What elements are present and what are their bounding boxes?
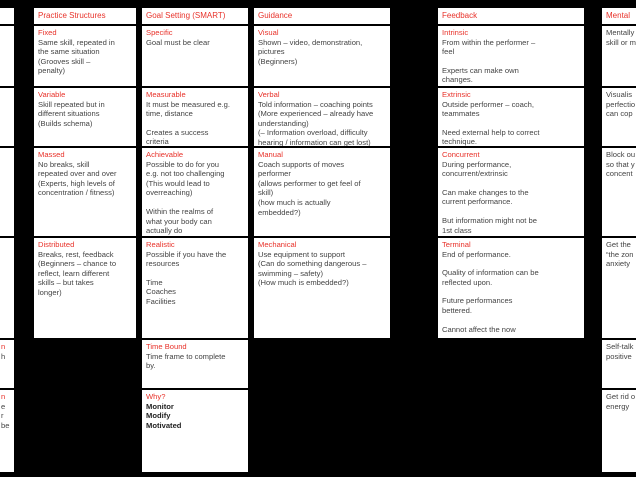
goal-measurable-line: It must be measured e.g. — [146, 99, 230, 109]
goal-achievable-line: Possible to do for you — [146, 159, 220, 169]
goal-realistic-gap — [146, 269, 244, 278]
left-cell-6-line: e — [1, 401, 6, 411]
feedback-terminal-gap — [442, 316, 580, 325]
practice-distributed-cell — [34, 238, 136, 338]
guidance-mechanical-title: Mechanical — [258, 240, 297, 249]
feedback-extrinsic-gap — [442, 119, 580, 128]
left-cell-5-line: h — [1, 351, 6, 361]
goal-realistic-line: Coaches — [146, 287, 176, 297]
feedback-terminal-line: reflected upon. — [442, 277, 493, 287]
feedback-terminal-gap — [442, 259, 580, 268]
feedback-extrinsic-cell — [438, 88, 584, 146]
mental-line: concent — [606, 169, 633, 179]
goal-specific-title: Specific — [146, 28, 173, 37]
guidance-visual-line: pictures — [258, 47, 285, 57]
goal-realistic-line: Time — [146, 277, 163, 287]
goal-why-cell — [142, 390, 248, 472]
practice-fixed-line: the same situation — [38, 47, 100, 57]
mental-line: skill or m — [606, 37, 636, 47]
left-cell-6 — [0, 390, 14, 472]
practice-variable-line: Skill repeated but in — [38, 99, 105, 109]
practice-distributed-line: Breaks, rest, feedback — [38, 249, 114, 259]
feedback-terminal-gap — [442, 287, 580, 296]
mental-cell-5 — [602, 340, 636, 388]
practice-fixed-title: Fixed — [38, 28, 57, 37]
practice-fixed-line: (Grooves skill – — [38, 56, 91, 66]
feedback-extrinsic-line: Need external help to correct — [442, 127, 540, 137]
guidance-mechanical-line: (Can do something dangerous – — [258, 259, 367, 269]
goal-timebound-cell — [142, 340, 248, 388]
guidance-manual-line: skill) — [258, 188, 274, 198]
guidance-visual-line: (Beginners) — [258, 56, 298, 66]
feedback-terminal-line: bettered. — [442, 305, 472, 315]
goal-realistic-line: Facilities — [146, 296, 176, 306]
practice-variable-cell — [34, 88, 136, 146]
mental-cell-6 — [602, 390, 636, 472]
goal-measurable-title: Measurable — [146, 90, 186, 99]
mental-line: Self-talk — [606, 342, 634, 351]
goal-achievable-line: Within the realms of — [146, 206, 214, 216]
mental-line: Get rid o — [606, 392, 636, 401]
goal-achievable-line: actually do — [146, 226, 183, 236]
feedback-extrinsic-line: technique. — [442, 137, 478, 146]
guidance-mechanical-line: Use equipment to support — [258, 249, 345, 259]
left-cell-6-line: r — [1, 411, 4, 421]
left-cell-6-line: be — [1, 420, 10, 430]
feedback-terminal-cell — [438, 238, 584, 338]
goal-achievable-line: what your body can — [146, 216, 212, 226]
left-cell-3 — [0, 148, 14, 236]
goal-realistic-line: Possible if you have the — [146, 249, 227, 259]
mental-header: Mental — [602, 8, 636, 24]
mental-line: energy — [606, 401, 630, 411]
feedback-terminal-line: Cannot affect the now — [442, 324, 516, 334]
feedback-concurrent-title: Concurrent — [442, 150, 480, 159]
practice-distributed-line: skills – but takes — [38, 278, 94, 288]
goal-specific-line: Goal must be clear — [146, 37, 210, 47]
guidance-manual-line: (allows performer to get feel of — [258, 178, 361, 188]
mental-line: can cop — [606, 109, 633, 119]
left-cell-1 — [0, 26, 14, 86]
goal-realistic-line: resources — [146, 259, 180, 269]
left-header-cell — [0, 8, 14, 24]
guidance-verbal-line: (More experienced – already have — [258, 109, 374, 119]
mental-cell-3 — [602, 148, 636, 236]
feedback-concurrent-line: Can make changes to the — [442, 187, 529, 197]
goal-why-line: Monitor — [146, 401, 174, 411]
mental-line: so that y — [606, 159, 635, 169]
feedback-intrinsic-line: Experts can make own — [442, 65, 519, 75]
feedback-terminal-line: End of performance. — [442, 249, 511, 259]
mental-line: “the zon — [606, 249, 634, 259]
goal-measurable-line: time, distance — [146, 109, 193, 119]
header-spacer-cell — [390, 8, 436, 24]
goal-measurable-line: criteria — [146, 137, 169, 146]
guidance-visual-line: Shown – video, demonstration, — [258, 37, 363, 47]
left-cell-4 — [0, 238, 14, 338]
guidance-verbal-line: hearing / information can get lost) — [258, 137, 371, 146]
feedback-concurrent-gap — [442, 179, 580, 188]
feedback-concurrent-line: current performance. — [442, 197, 513, 207]
goal-realistic-cell — [142, 238, 248, 338]
goal-measurable-line: Creates a success — [146, 127, 209, 137]
goal-specific-cell — [142, 26, 248, 86]
goal-timebound-line: Time frame to complete — [146, 351, 226, 361]
feedback-concurrent-line: During performance, — [442, 159, 512, 169]
goal-why-title: Why? — [146, 392, 166, 401]
goal-timebound-title: Time Bound — [146, 342, 187, 351]
goal-measurable-gap — [146, 119, 244, 128]
goal-measurable-cell — [142, 88, 248, 146]
practice-massed-line: No breaks, skill — [38, 159, 90, 169]
guidance-mechanical-line: swimming – safety) — [258, 268, 323, 278]
feedback-concurrent-cell — [438, 148, 584, 236]
guidance-manual-line: performer — [258, 169, 291, 179]
feedback-intrinsic-line: feel — [442, 47, 455, 57]
practice-massed-line: (Experts, high levels of — [38, 178, 115, 188]
mental-cell-1 — [602, 26, 636, 86]
guidance-verbal-line: Told information – coaching points — [258, 99, 373, 109]
guidance-mechanical-cell — [254, 238, 390, 338]
feedback-intrinsic-line: changes. — [442, 75, 473, 85]
goal-realistic-title: Realistic — [146, 240, 175, 249]
feedback-concurrent-line: concurrent/extrinsic — [442, 169, 508, 179]
mental-line: positive — [606, 351, 632, 361]
feedback-intrinsic-cell — [438, 26, 584, 86]
goal-why-line: Motivated — [146, 420, 182, 430]
feedback-extrinsic-title: Extrinsic — [442, 90, 471, 99]
guidance-header: Guidance — [254, 8, 390, 24]
practice-massed-line: repeated over and over — [38, 169, 117, 179]
guidance-manual-line: (how much is actually — [258, 197, 331, 207]
guidance-verbal-title: Verbal — [258, 90, 280, 99]
practice-distributed-line: longer) — [38, 287, 62, 297]
feedback-terminal-line: Future performances — [442, 296, 513, 306]
goal-achievable-title: Achievable — [146, 150, 184, 159]
practice-fixed-line: penalty) — [38, 66, 66, 76]
mental-line: perfectio — [606, 99, 636, 109]
mental-cell-4 — [602, 238, 636, 338]
goal-achievable-gap — [146, 198, 244, 207]
practice-structures-header: Practice Structures — [34, 8, 136, 24]
feedback-extrinsic-line: teammates — [442, 109, 480, 119]
feedback-terminal-title: Terminal — [442, 240, 471, 249]
left-cell-2 — [0, 88, 14, 146]
feedback-intrinsic-line: From within the performer – — [442, 37, 536, 47]
guidance-manual-title: Manual — [258, 150, 283, 159]
left-cell-5 — [0, 340, 14, 388]
feedback-concurrent-gap — [442, 207, 580, 216]
practice-fixed-line: Same skill, repeated in — [38, 37, 115, 47]
feedback-intrinsic-gap — [442, 57, 580, 66]
guidance-visual-title: Visual — [258, 28, 279, 37]
practice-variable-title: Variable — [38, 90, 66, 99]
feedback-extrinsic-line: Outside performer – coach, — [442, 99, 535, 109]
mental-line: Mentally — [606, 28, 635, 37]
mental-line: Visualis — [606, 90, 633, 99]
practice-variable-line: different situations — [38, 109, 100, 119]
left-cell-6-line: n — [1, 392, 6, 401]
guidance-manual-cell — [254, 148, 390, 236]
feedback-intrinsic-title: Intrinsic — [442, 28, 469, 37]
guidance-verbal-line: (– Information overload, difficulty — [258, 128, 368, 138]
guidance-mechanical-line: (How much is embedded?) — [258, 278, 349, 288]
goal-achievable-line: (This would lead to — [146, 178, 210, 188]
practice-massed-cell — [34, 148, 136, 236]
goal-achievable-line: overreaching) — [146, 188, 193, 198]
goal-achievable-line: e.g. not too challenging — [146, 169, 225, 179]
goal-why-line: Modify — [146, 411, 171, 421]
practice-massed-line: concentration / fitness) — [38, 188, 115, 198]
mental-line: anxiety — [606, 259, 631, 269]
feedback-header: Feedback — [438, 8, 584, 24]
goal-setting-header: Goal Setting (SMART) — [142, 8, 248, 24]
practice-distributed-line: reflect, learn different — [38, 268, 110, 278]
practice-distributed-title: Distributed — [38, 240, 75, 249]
feedback-concurrent-line: But information might not be — [442, 215, 537, 225]
mental-line: Block ou — [606, 150, 636, 159]
mental-line: Get the — [606, 240, 631, 249]
practice-massed-title: Massed — [38, 150, 65, 159]
practice-fixed-cell — [34, 26, 136, 86]
feedback-concurrent-line: 1st class — [442, 225, 472, 235]
practice-variable-line: (Builds schema) — [38, 118, 93, 128]
guidance-visual-cell — [254, 26, 390, 86]
feedback-terminal-line: Quality of information can be — [442, 268, 539, 278]
practice-distributed-line: (Beginners – chance to — [38, 259, 117, 269]
goal-timebound-line: by. — [146, 361, 156, 371]
guidance-verbal-line: understanding) — [258, 118, 309, 128]
guidance-manual-line: Coach supports of moves — [258, 159, 345, 169]
mental-cell-2 — [602, 88, 636, 146]
left-cell-5-line: n — [1, 342, 6, 351]
goal-achievable-cell — [142, 148, 248, 236]
guidance-verbal-cell — [254, 88, 390, 146]
guidance-manual-line: embedded?) — [258, 207, 301, 217]
